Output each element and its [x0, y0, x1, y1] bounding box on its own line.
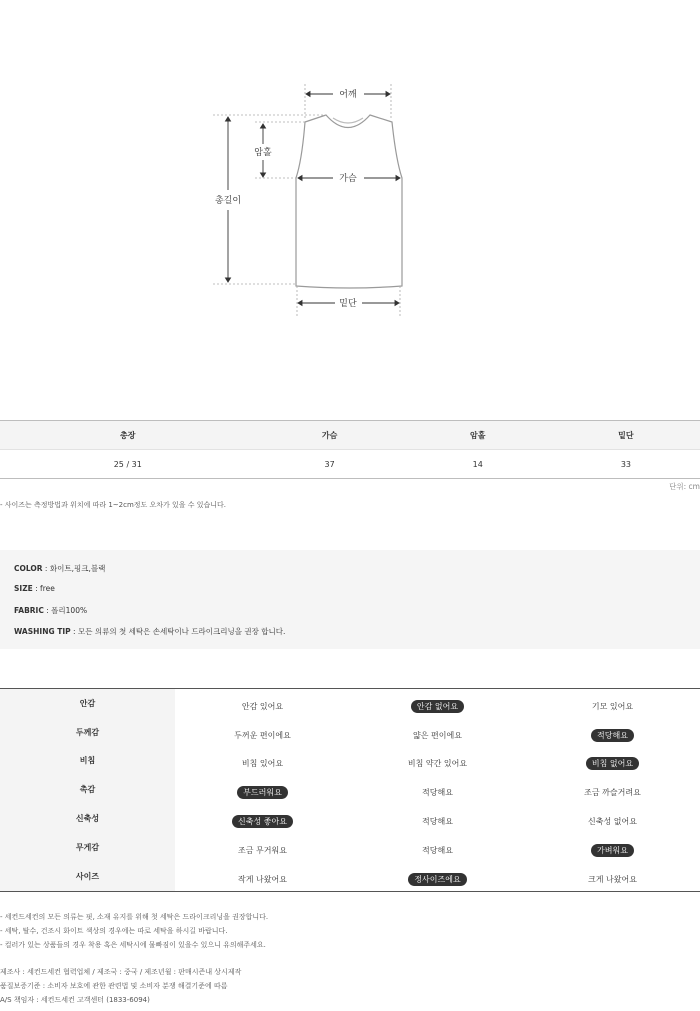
fit-option: 비침 약간 있어요 [407, 759, 468, 769]
fit-option: 적당해요 [422, 845, 453, 855]
fit-option-selected: 안감 없어요 [411, 700, 464, 713]
info-fabric: FABRIC : 폴리100% [14, 606, 88, 615]
care-note: - 세탁, 탈수, 건조시 화이트 색상의 경우에는 따로 세탁을 하시길 바랍니다. [0, 927, 228, 935]
fit-option-cell [525, 718, 700, 747]
label-length: 총길이 [214, 196, 242, 206]
fit-row [0, 862, 700, 891]
fit-option: 적당해요 [422, 817, 453, 827]
manufacturer-info [0, 967, 241, 1009]
fit-option-selected: 비침 없어요 [586, 757, 639, 770]
care-note: - 세컨드세컨의 모든 의류는 핏, 소재 유지를 위해 첫 세탁은 드라이크리닝을 권장합니다. [0, 913, 269, 921]
fit-option-cell [525, 862, 700, 891]
fit-option-cell [525, 689, 700, 718]
care-note: - 컬러가 있는 상품들의 경우 착용 혹은 세탁시에 물빠짐이 있을수 있으니 유의해주세요. [0, 941, 266, 949]
fit-option-cell [175, 833, 350, 862]
fit-option-cell [175, 862, 350, 891]
fit-option-selected: 신축성 좋아요 [232, 815, 293, 828]
fit-option-cell [350, 747, 525, 776]
fit-row [0, 775, 700, 804]
quality-line: 품질보증기준 : 소비자 보호에 관한 관련법 및 소비자 분쟁 해결기준에 따름 [0, 982, 228, 990]
fit-row-label: 두께감 [0, 718, 175, 747]
fit-option-selected: 적당해요 [591, 729, 634, 742]
fit-option-cell [525, 747, 700, 776]
fit-option-cell [175, 775, 350, 804]
fit-option-cell [175, 689, 350, 718]
fit-option: 적당해요 [422, 788, 453, 798]
fit-option-cell [175, 804, 350, 833]
fit-option-cell [350, 862, 525, 891]
fit-option-cell [525, 804, 700, 833]
fit-option-cell [525, 833, 700, 862]
size-table [0, 420, 700, 479]
fit-row-label: 안감 [0, 689, 175, 718]
fit-option-cell [175, 718, 350, 747]
label-hem: 밑단 [339, 299, 357, 309]
product-info-box [0, 550, 700, 649]
fit-option: 크게 나왔어요 [588, 874, 637, 884]
fit-row [0, 747, 700, 776]
value-total-length: 25 / 31 [0, 450, 256, 479]
size-table-row [0, 450, 700, 479]
info-washing-tip: WASHING TIP : 모든 의류의 첫 세탁은 손세탁이나 드라이크리닝을 권장 합니다. [14, 627, 286, 636]
fit-option: 기모 있어요 [591, 701, 634, 711]
fit-row-label: 무게감 [0, 833, 175, 862]
fit-option-cell [350, 804, 525, 833]
value-hem: 33 [552, 450, 700, 479]
tank-top-outline [296, 115, 402, 288]
fit-option-cell [350, 833, 525, 862]
care-notes [0, 912, 268, 954]
unit-label: 단위: cm [669, 482, 700, 491]
fit-row [0, 689, 700, 718]
as-line: A/S 책임자 : 세컨드세컨 고객센터 (1833-6094) [0, 996, 150, 1004]
fit-option: 작게 나왔어요 [238, 874, 287, 884]
fit-option-selected: 부드러워요 [237, 786, 288, 799]
manufacturer-line: 제조사 : 세컨드세컨 협력업체 / 제조국 : 중국 / 제조년월 : 판매시즌내 상시제작 [0, 968, 242, 976]
info-size: SIZE : free [14, 584, 55, 593]
label-chest: 가슴 [339, 174, 357, 184]
label-armhole: 암홀 [254, 148, 272, 158]
fit-row [0, 718, 700, 747]
size-note: - 사이즈는 측정방법과 위치에 따라 1~2cm정도 오차가 있을 수 있습니다. [0, 501, 227, 509]
fit-option-cell [350, 775, 525, 804]
fit-option: 얇은 편이에요 [413, 730, 462, 740]
fit-row-label: 신축성 [0, 804, 175, 833]
fit-option-cell [350, 718, 525, 747]
fit-option-selected: 가벼워요 [591, 844, 634, 857]
value-chest: 37 [256, 450, 404, 479]
fit-table [0, 688, 700, 892]
fit-row-label: 비침 [0, 747, 175, 776]
fit-option-cell [525, 775, 700, 804]
tank-top-neckline [333, 118, 363, 123]
fit-option-cell [350, 689, 525, 718]
fit-option: 조금 무거워요 [238, 845, 287, 855]
size-table-header [0, 421, 700, 450]
info-color: COLOR : 화이트,핑크,블랙 [14, 564, 106, 573]
fit-row [0, 804, 700, 833]
fit-option-cell [175, 747, 350, 776]
fit-option: 안감 있어요 [241, 701, 284, 711]
fit-option-selected: 정사이즈에요 [408, 873, 466, 886]
header-total-length: 총장 [0, 421, 256, 450]
fit-row-label: 사이즈 [0, 862, 175, 891]
fit-option: 신축성 없어요 [588, 817, 637, 827]
header-chest: 가슴 [256, 421, 404, 450]
fit-option: 비침 있어요 [241, 759, 284, 769]
garment-size-diagram [0, 0, 700, 330]
label-shoulder: 어깨 [339, 90, 357, 100]
header-hem: 밑단 [552, 421, 700, 450]
fit-option: 두꺼운 편이에요 [234, 730, 291, 740]
value-armhole: 14 [404, 450, 552, 479]
fit-row-label: 촉감 [0, 775, 175, 804]
header-armhole: 암홀 [404, 421, 552, 450]
fit-option: 조금 까슬거려요 [584, 788, 641, 798]
fit-row [0, 833, 700, 862]
